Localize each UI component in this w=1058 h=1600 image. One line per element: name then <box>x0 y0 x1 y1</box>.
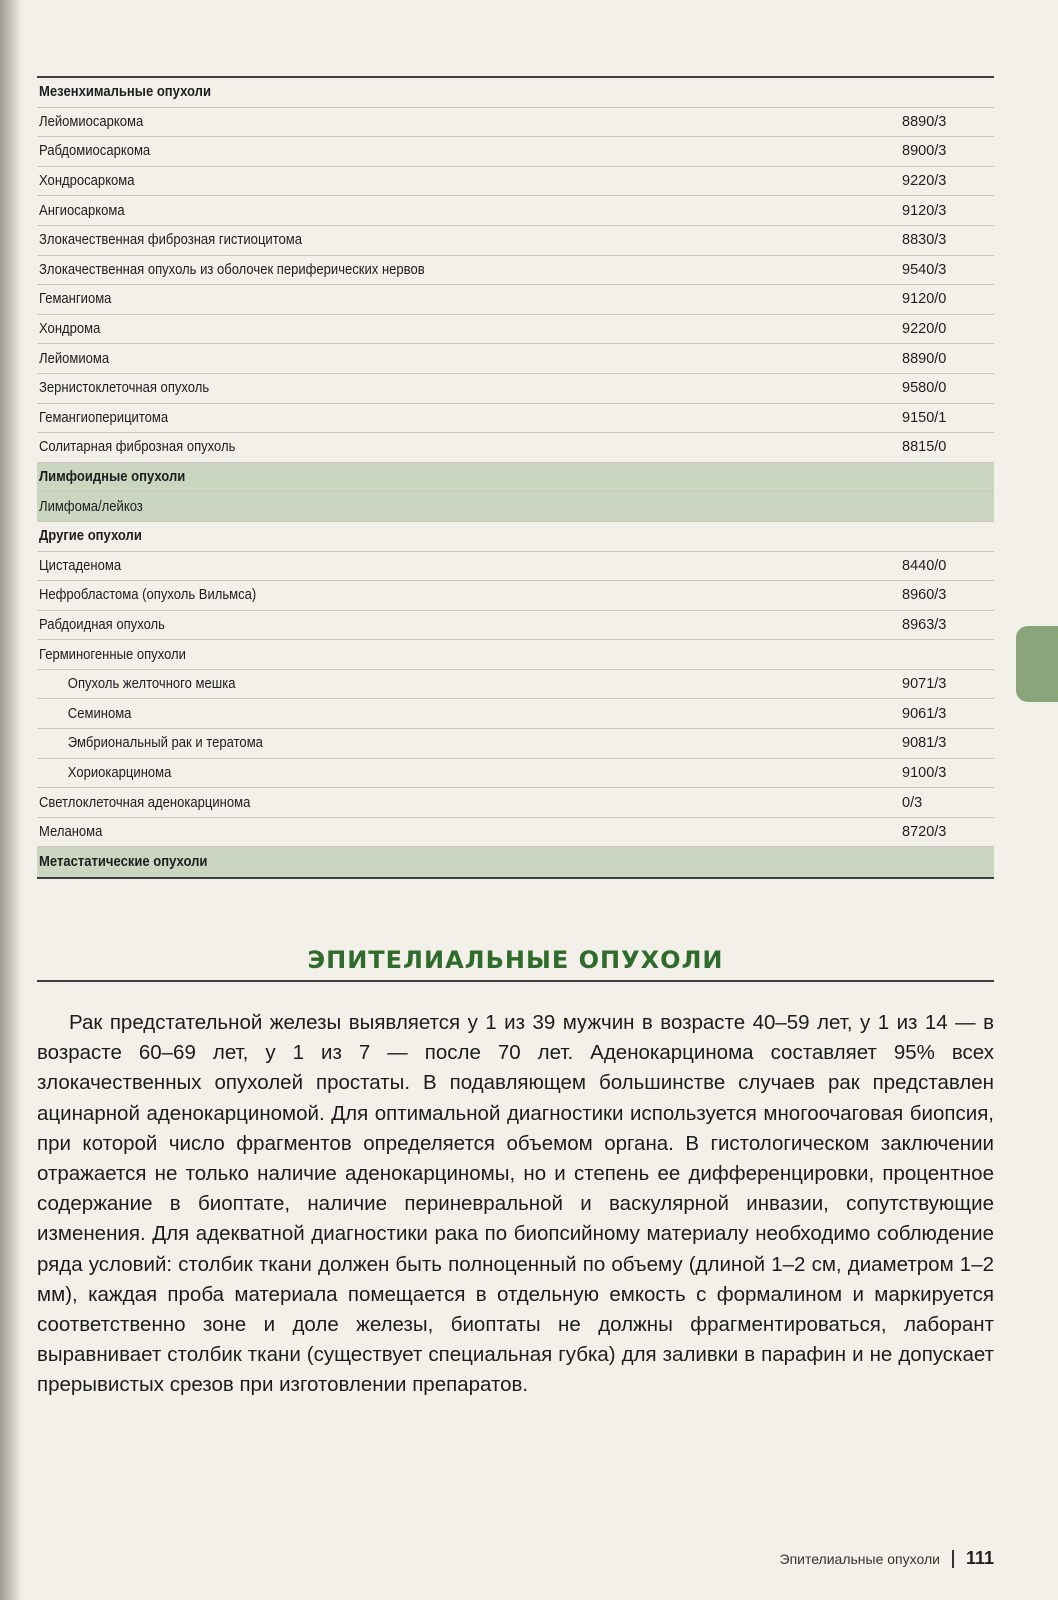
row-name: Лимфома/лейкоз <box>39 498 143 515</box>
footer-divider <box>952 1550 954 1568</box>
table-row <box>37 315 994 345</box>
page-number: 111 <box>965 1548 994 1568</box>
row-code: 9071/3 <box>902 676 947 693</box>
row-name: Хондросаркома <box>39 173 135 190</box>
row-name: Опухоль желточного мешка <box>67 676 236 693</box>
row-name: Меланома <box>39 824 103 841</box>
row-name: Хондрома <box>39 321 101 338</box>
table-row <box>37 374 994 404</box>
table-row <box>37 256 994 286</box>
table-group-header <box>37 463 994 493</box>
table-row <box>37 670 994 700</box>
row-name: Ангиосаркома <box>39 202 125 219</box>
table-row <box>37 788 994 818</box>
row-code: 8815/0 <box>902 439 947 456</box>
table-row <box>37 492 994 522</box>
row-code: 9220/3 <box>902 173 947 190</box>
table-row <box>37 759 994 789</box>
row-name: Другие опухоли <box>39 528 142 545</box>
row-code: 9150/1 <box>902 409 947 426</box>
row-name: Лимфоидные опухоли <box>39 469 186 486</box>
row-code: 9081/3 <box>902 735 947 752</box>
table-row <box>37 552 994 582</box>
table-row <box>37 699 994 729</box>
table-row <box>37 818 994 848</box>
page-footer <box>780 1548 994 1569</box>
row-name: Рабдомиосаркома <box>39 143 151 160</box>
row-name: Эмбриональный рак и тератома <box>67 735 263 752</box>
page-gutter-shadow <box>0 0 22 1600</box>
row-name: Герминогенные опухоли <box>39 646 186 663</box>
table-row <box>37 344 994 374</box>
table-row <box>37 581 994 611</box>
table-row <box>37 729 994 759</box>
row-name: Рабдоидная опухоль <box>39 616 165 633</box>
row-code: 8963/3 <box>902 616 947 633</box>
row-code: 8890/3 <box>902 113 947 130</box>
row-code: 9120/3 <box>902 202 947 219</box>
row-code: 9540/3 <box>902 261 947 278</box>
row-name: Гемангиоперицитома <box>39 409 169 426</box>
row-code: 8900/3 <box>902 143 947 160</box>
row-code: 0/3 <box>902 794 923 811</box>
table-group-header <box>37 522 994 552</box>
row-name: Лейомиосаркома <box>39 113 144 130</box>
row-code: 9100/3 <box>902 764 947 781</box>
row-name: Гемангиома <box>39 291 112 308</box>
row-code: 8440/0 <box>902 557 947 574</box>
row-name: Зернистоклеточная опухоль <box>39 380 210 397</box>
row-code: 8720/3 <box>902 824 947 841</box>
row-code: 9061/3 <box>902 705 947 722</box>
row-code: 9580/0 <box>902 380 947 397</box>
section-title: ЭПИТЕЛИАЛЬНЫЕ ОПУХОЛИ <box>37 946 994 982</box>
row-code: 9220/0 <box>902 321 947 338</box>
table-group-header <box>37 847 994 877</box>
table-row <box>37 137 994 167</box>
row-name: Лейомиома <box>39 350 110 367</box>
table-row <box>37 167 994 197</box>
table-row <box>37 226 994 256</box>
row-name: Хориокарцинома <box>67 764 172 781</box>
table-row <box>37 611 994 641</box>
row-name: Семинома <box>67 705 132 722</box>
row-name: Светлоклеточная аденокарцинома <box>39 794 251 811</box>
row-name: Нефробластома (опухоль Вильмса) <box>39 587 257 604</box>
row-name: Солитарная фиброзная опухоль <box>39 439 236 456</box>
running-title: Эпителиальные опухоли <box>779 1550 940 1567</box>
chapter-thumb-tab <box>1016 626 1058 702</box>
row-name: Цистаденома <box>39 557 122 574</box>
table-row <box>37 196 994 226</box>
table-row <box>37 640 994 670</box>
table-row <box>37 108 994 138</box>
table-row <box>37 285 994 315</box>
table-row <box>37 404 994 434</box>
tumor-classification-table <box>37 76 994 879</box>
row-code: 8890/0 <box>902 350 947 367</box>
table-group-header <box>37 78 994 108</box>
section-paragraph: Рак предстательной железы выявляется у 1 из 39 мужчин в возрасте 40–59 лет, у 1 из 14 — в возрасте 60–69 лет, у 1 из 7 — после 70 лет. Аденокарцинома составляет 95% всех злокачественных опухолей простаты. В подавляющем большинстве случаев рак представлен ацинарной аденокарциномой. Для оптимальной диагностики используется многоочаговая биопсия, при которой число фрагментов определяется объемом органа. В гистологическом заключении отражается не только наличие аденокарциномы, но и степень ее дифференцировки, процентное содержание в биоптате, наличие периневральной и васкулярной инвазии, сопутствующие изменения. Для адекватной диагностики рака по биопсийному материалу необходимо соблюдение ряда условий: столбик ткани должен быть полноценный по объему (длиной 1–2 см, диаметром 1–2 мм), каждая проба материала помещается в отдельную емкость с формалином и маркируется соответственно зоне и доле железы, биоптаты не должны фрагментироваться, лаборант выравнивает столбик ткани (существует специальная губка) для заливки в парафин и не допускает прерывистых срезов при изготовлении препаратов. <box>37 1011 994 1397</box>
row-code: 8830/3 <box>902 232 947 249</box>
row-code: 9120/0 <box>902 291 947 308</box>
row-name: Мезенхимальные опухоли <box>39 84 211 101</box>
row-name: Злокачественная опухоль из оболочек периферических нервов <box>39 261 425 278</box>
row-code: 8960/3 <box>902 587 947 604</box>
table-row <box>37 433 994 463</box>
row-name: Злокачественная фиброзная гистиоцитома <box>39 232 303 249</box>
row-name: Метастатические опухоли <box>39 854 208 871</box>
